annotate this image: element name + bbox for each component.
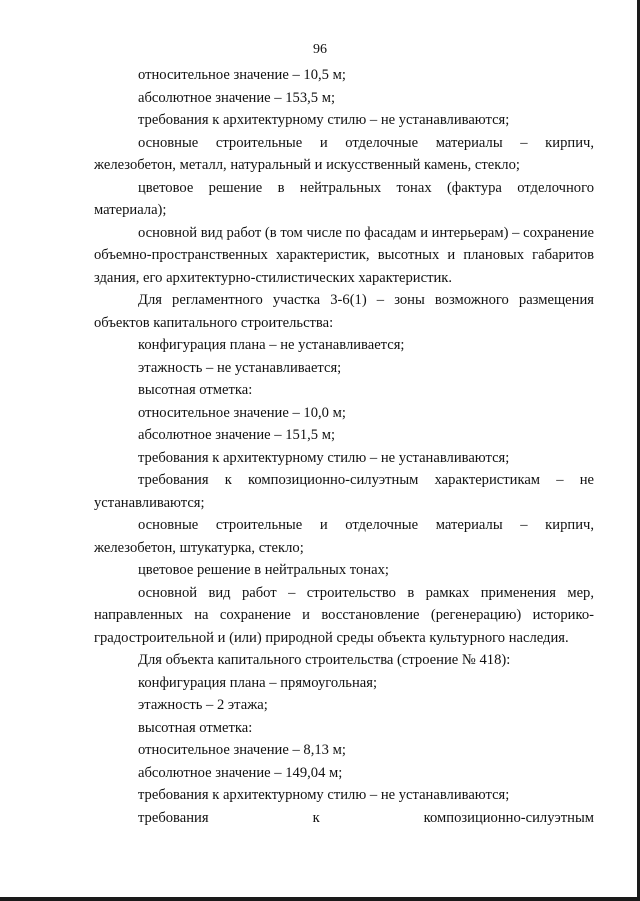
- paragraph: относительное значение – 10,5 м;: [138, 67, 346, 83]
- trailing-word: композиционно-силуэтным: [423, 809, 594, 826]
- paragraph: основной вид работ (в том числе по фасадам и интерьерам) – сохранение объемно-пространственных характеристик, высотных и плановых габаритов здания, его архитектурно-стилистических характеристик.: [94, 224, 594, 286]
- paragraph: Для объекта капитального строительства (строение № 418):: [138, 652, 511, 668]
- paragraph: конфигурация плана – прямоугольная;: [138, 674, 378, 691]
- paragraph: высотная отметка:: [138, 382, 253, 398]
- paragraph: относительное значение – 8,13 м;: [138, 742, 346, 758]
- paragraph: относительное значение – 10,0 м;: [138, 404, 346, 421]
- paragraph: этажность – не устанавливается;: [138, 359, 342, 376]
- paragraph: цветовое решение в нейтральных тонах (фактура отделочного материала);: [94, 179, 594, 218]
- trailing-word: требования: [138, 809, 209, 826]
- paragraph: высотная отметка:: [138, 719, 253, 736]
- paragraph: Для регламентного участка 3-6(1) – зоны возможного размещения объектов капитального строительства:: [94, 292, 594, 331]
- paragraph: требования к архитектурному стилю – не устанавливаются;: [138, 787, 510, 803]
- paragraph: основные строительные и отделочные материалы – кирпич, железобетон, металл, натуральный и искусственный камень, стекло;: [94, 134, 594, 173]
- paragraph: абсолютное значение – 149,04 м;: [138, 764, 343, 781]
- scan-border-bottom: [0, 897, 640, 901]
- paragraph: цветовое решение в нейтральных тонах;: [138, 562, 389, 578]
- document-body: [94, 64, 594, 829]
- paragraph: конфигурация плана – не устанавливается;: [138, 337, 405, 353]
- page-number: 96: [313, 42, 327, 57]
- trailing-word: к: [312, 809, 320, 826]
- paragraph: требования к композиционно-силуэтным характеристикам – не устанавливаются;: [94, 472, 594, 511]
- trailing-line: [94, 807, 594, 830]
- paragraph: абсолютное значение – 153,5 м;: [138, 89, 336, 106]
- paragraph: требования к архитектурному стилю – не устанавливаются;: [138, 449, 510, 466]
- paragraph: этажность – 2 этажа;: [138, 697, 268, 713]
- paragraph: основной вид работ – строительство в рамках применения мер, направленных на сохранение и восстановление (регенерацию) историко-градостроительной и (или) природной среды объекта культурного наследия.: [94, 584, 594, 646]
- paragraph: требования к архитектурному стилю – не устанавливаются;: [138, 112, 510, 128]
- paragraph: основные строительные и отделочные материалы – кирпич, железобетон, штукатурка, стекло;: [94, 517, 594, 556]
- paragraph: абсолютное значение – 151,5 м;: [138, 427, 336, 443]
